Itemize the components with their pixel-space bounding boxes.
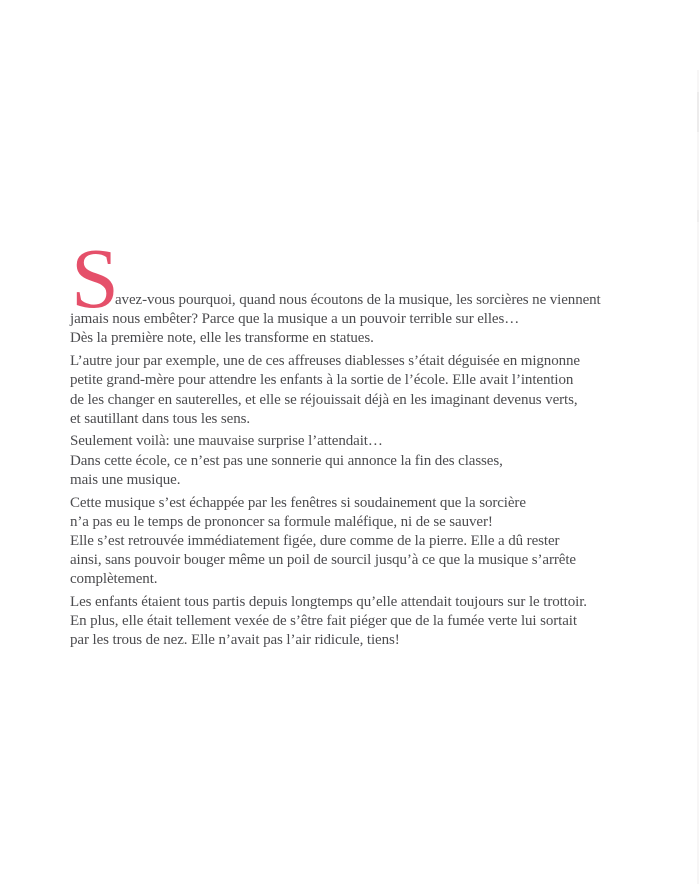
paragraph xyxy=(70,432,655,490)
drop-cap-initial: S xyxy=(71,230,119,326)
text-line: En plus, elle était tellement vexée de s’être fait piéger que de la fumée verte lui sortait xyxy=(70,613,577,630)
text-line: Dès la première note, elle les transforme en statues. xyxy=(70,330,374,347)
paragraph xyxy=(70,230,655,349)
text-line: de les changer en sauterelles, et elle se réjouissait déjà en les imaginant devenus verts, xyxy=(70,391,578,408)
text-line: ainsi, sans pouvoir bouger même un poil de sourcil jusqu’à ce que la musique s’arrête xyxy=(70,552,576,569)
text-line: complètement. xyxy=(70,571,158,588)
page-edge-artifact xyxy=(697,70,699,884)
paragraph xyxy=(70,593,655,651)
text-line: Seulement voilà: une mauvaise surprise l’attendait… xyxy=(70,433,383,450)
text-line: et sautillant dans tous les sens. xyxy=(70,410,251,427)
text-line: jamais nous embêter? Parce que la musique a un pouvoir terrible sur elles… xyxy=(70,311,520,328)
page-edge-mark xyxy=(697,210,699,222)
paragraph xyxy=(70,494,655,590)
text-line: Dans cette école, ce n’est pas une sonnerie qui annonce la fin des classes, xyxy=(70,452,503,469)
text-line: n’a pas eu le temps de prononcer sa formule maléfique, ni de se sauver! xyxy=(70,513,493,530)
text-line: Les enfants étaient tous partis depuis longtemps qu’elle attendait toujours sur le trottoir. xyxy=(70,594,587,611)
page-edge-mark xyxy=(697,92,699,132)
text-line: petite grand-mère pour attendre les enfants à la sortie de l’école. Elle avait l’intention xyxy=(70,372,574,389)
text-line: Cette musique s’est échappée par les fenêtres si soudainement que la sorcière xyxy=(70,494,526,511)
text-line-content: avez-vous pourquoi, quand nous écoutons de la musique, les sorcières ne viennent xyxy=(115,292,601,308)
text-line: par les trous de nez. Elle n’avait pas l’air ridicule, tiens! xyxy=(70,632,400,649)
paragraph xyxy=(70,352,655,429)
text-line: Elle s’est retrouvée immédiatement figée, dure comme de la pierre. Elle a dû rester xyxy=(70,532,560,549)
text-line: L’autre jour par exemple, une de ces affreuses diablesses s’était déguisée en mignonne xyxy=(70,353,580,370)
story-text xyxy=(70,230,655,651)
text-line: mais une musique. xyxy=(70,471,181,488)
